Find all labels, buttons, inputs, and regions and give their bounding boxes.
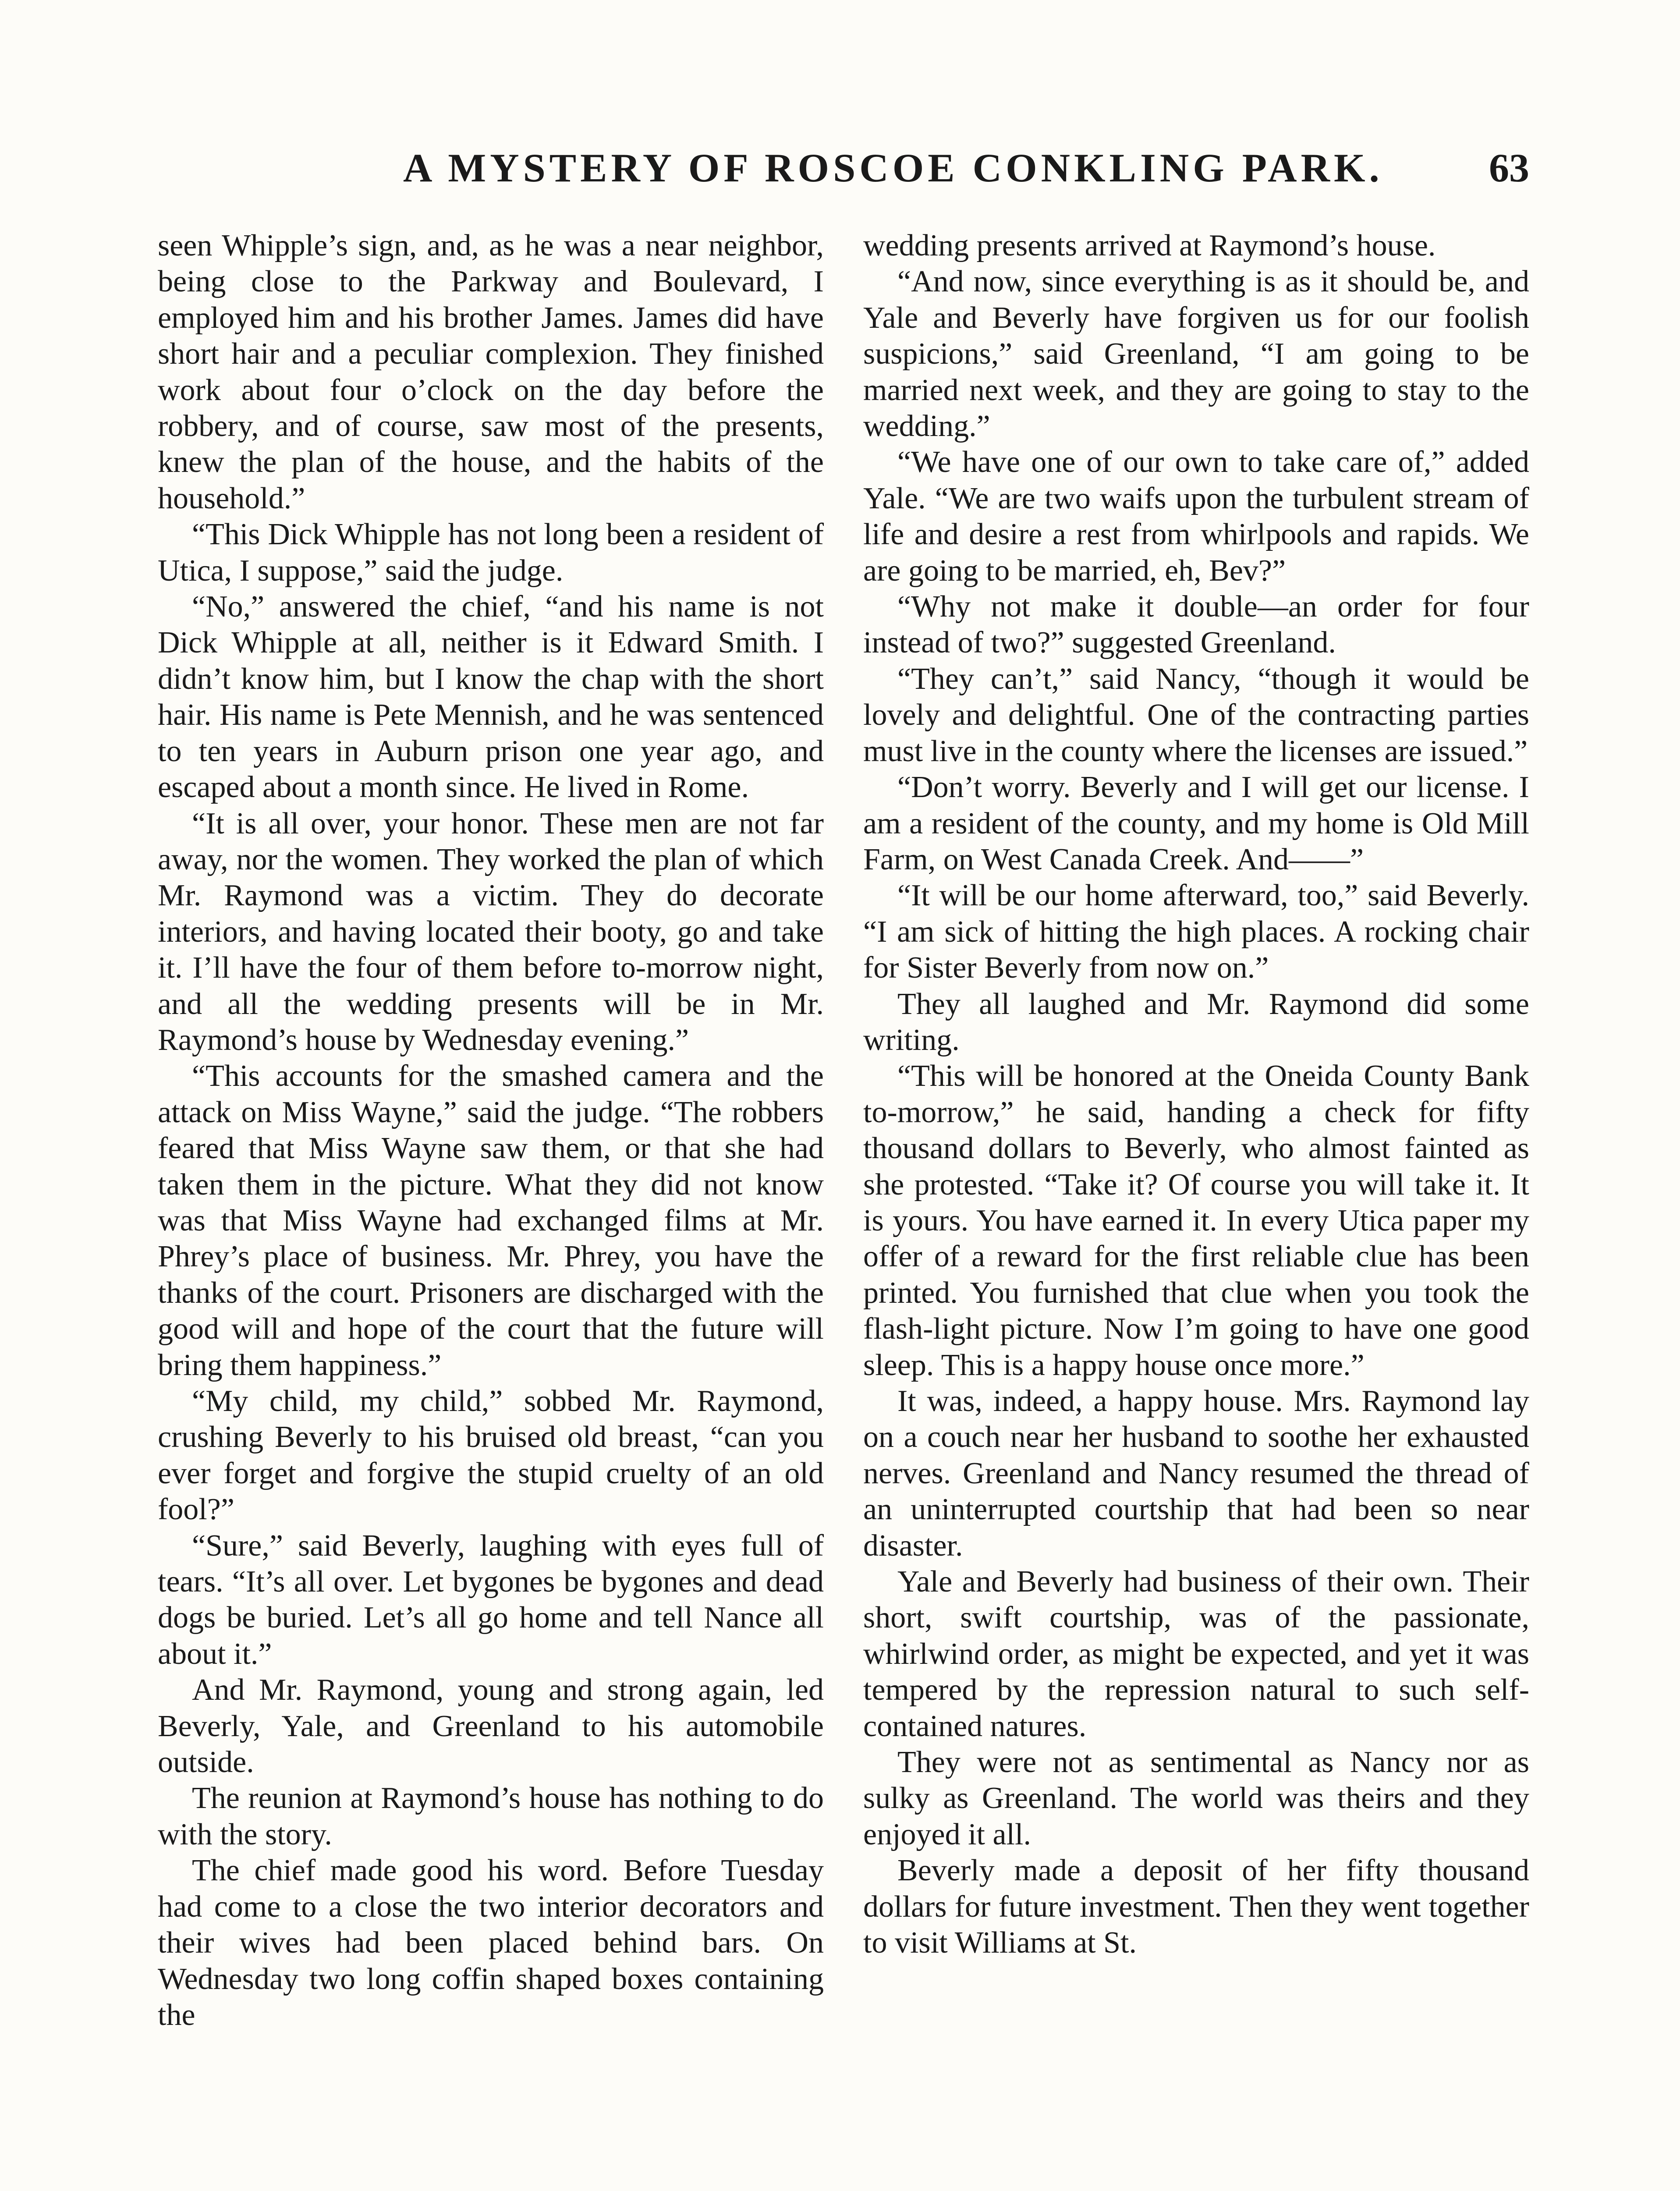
paragraph: Beverly made a deposit of her fifty thousand dollars for future investment. Then they went together to visit Williams at St. — [863, 1854, 1529, 1960]
paragraph: “It is all over, your honor. These men are not far away, nor the women. They worked the plan of which Mr. Raymond was a victim. They do decorate interiors, and having located their booty, go and take it. I’ll have the four of them before to-morrow night, and all the wedding presents will be in Mr. Raymond’s house by Wednesday evening.” — [158, 806, 824, 1057]
paragraph: They all laughed and Mr. Raymond did some writing. — [863, 987, 1529, 1057]
paragraph: “Don’t worry. Beverly and I will get our license. I am a resident of the county, and my home is Old Mill Farm, on West Canada Creek. And——” — [863, 770, 1529, 876]
left-column — [158, 228, 824, 2033]
paragraph: “No,” answered the chief, “and his name is not Dick Whipple at all, neither is it Edward Smith. I didn’t know him, but I know the chap with the short hair. His name is Pete Mennish, and he was sentenced to ten years in Auburn prison one year ago, and escaped about a month since. He lived in Rome. — [158, 590, 824, 805]
paragraph: They were not as sentimental as Nancy nor as sulky as Greenland. The world was theirs and they enjoyed it all. — [863, 1745, 1529, 1851]
paragraph: “We have one of our own to take care of,” added Yale. “We are two waifs upon the turbulent stream of life and desire a rest from whirlpools and rapids. We are going to be married, eh, Bev?” — [863, 445, 1529, 588]
paragraph: “This accounts for the smashed camera and the attack on Miss Wayne,” said the judge. “The robbers feared that Miss Wayne saw them, or that she had taken them in the picture. What they did not know was that Miss Wayne had exchanged films at Mr. Phrey’s place of business. Mr. Phrey, you have the thanks of the court. Prisoners are discharged with the good will and hope of the court that the future will bring them happiness.” — [158, 1059, 824, 1382]
paragraph: “This Dick Whipple has not long been a resident of Utica, I suppose,” said the judge. — [158, 518, 824, 588]
paragraph: “Sure,” said Beverly, laughing with eyes full of tears. “It’s all over. Let bygones be bygones and dead dogs be buried. Let’s all go home and tell Nance all about it.” — [158, 1528, 824, 1671]
paragraph: seen Whipple’s sign, and, as he was a near neighbor, being close to the Parkway and Boulevard, I employed him and his brother James. James did have short hair and a peculiar complexion. They finished work about four o’clock on the day before the robbery, and of course, saw most of the presents, knew the plan of the house, and the habits of the household.” — [158, 229, 824, 515]
right-column — [863, 228, 1529, 1961]
paragraph: The chief made good his word. Before Tuesday had come to a close the two interior decorators and their wives had been placed behind bars. On Wednesday two long coffin shaped boxes containing the — [158, 1854, 824, 2032]
paragraph: “And now, since everything is as it should be, and Yale and Beverly have forgiven us for our foolish suspicions,” said Greenland, “I am going to be married next week, and they are going to stay to the wedding.” — [863, 265, 1529, 443]
running-title: A MYSTERY OF ROSCOE CONKLING PARK. — [403, 145, 1383, 190]
page-header — [158, 136, 1529, 197]
paragraph: And Mr. Raymond, young and strong again, led Beverly, Yale, and Greenland to his automobile outside. — [158, 1673, 824, 1780]
paragraph: “Why not make it double—an order for four instead of two?” suggested Greenland. — [863, 590, 1529, 660]
paragraph: “My child, my child,” sobbed Mr. Raymond, crushing Beverly to his bruised old breast, “can you ever forget and forgive the stupid cruelty of an old fool?” — [158, 1384, 824, 1527]
paragraph: wedding presents arrived at Raymond’s house. — [863, 229, 1436, 262]
paragraph: “This will be honored at the Oneida County Bank to-morrow,” he said, handing a check for fifty thousand dollars to Beverly, who almost fainted as she protested. “Take it? Of course you will take it. It is yours. You have earned it. In every Utica paper my offer of a reward for the first reliable clue has been printed. You furnished that clue when you took the flash-light picture. Now I’m going to have one good sleep. This is a happy house once more.” — [863, 1059, 1529, 1382]
paragraph: The reunion at Raymond’s house has nothing to do with the story. — [158, 1781, 824, 1851]
paragraph: It was, indeed, a happy house. Mrs. Raymond lay on a couch near her husband to soothe her exhausted nerves. Greenland and Nancy resumed the thread of an uninterrupted courtship that had been so near disaster. — [863, 1384, 1529, 1563]
paragraph: “It will be our home afterward, too,” said Beverly. “I am sick of hitting the high places. A rocking chair for Sister Beverly from now on.” — [863, 879, 1529, 985]
paragraph: “They can’t,” said Nancy, “though it would be lovely and delightful. One of the contracting parties must live in the county where the licenses are issued.” — [863, 662, 1529, 768]
paragraph: Yale and Beverly had business of their own. Their short, swift courtship, was of the passionate, whirlwind order, as might be expected, and yet it was tempered by the repression natural to such self-contained natures. — [863, 1565, 1529, 1743]
page-number: 63 — [1489, 145, 1529, 190]
